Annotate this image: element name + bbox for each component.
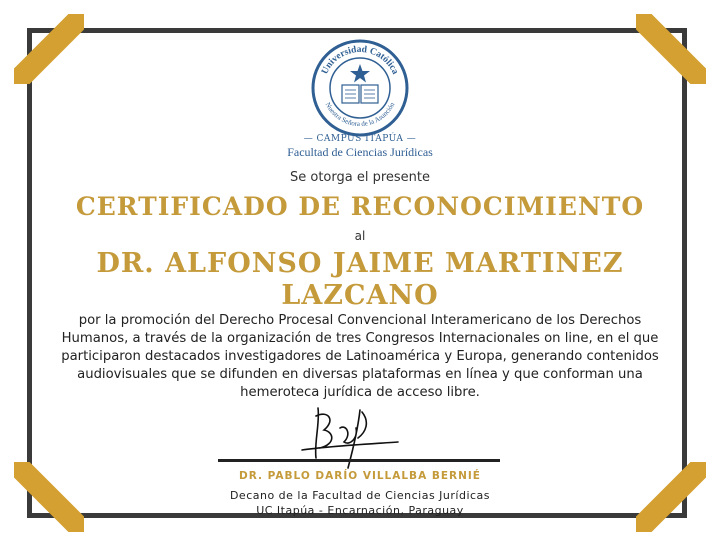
signer-role: Decano de la Facultad de Ciencias Jurídicas xyxy=(229,489,491,502)
signer-location: UC Itapúa - Encarnación, Paraguay xyxy=(256,504,464,517)
corner-ribbon-top-right xyxy=(636,14,706,84)
recipient-name: DR. ALFONSO JAIME MARTINEZ LAZCANO xyxy=(96,248,624,311)
certificate-title: CERTIFICADO DE RECONOCIMIENTO xyxy=(75,192,645,221)
corner-ribbon-top-left xyxy=(14,14,84,84)
svg-text:Universidad Católica: Universidad Católica xyxy=(320,44,400,77)
faculty-label: Facultad de Ciencias Jurídicas xyxy=(287,145,433,159)
recognition-text: por la promoción del Derecho Procesal Convencional Interamericano de los Derechos Humanos, a través de la organización de tres Congresos Internacionales on line, en el que participaron destacados investigadores de Latinoamérica y Europa, generando contenidos audiovisuales que se difunden en diversas plataformas en línea y que conforman una hemeroteca jurídica de acceso libre. xyxy=(61,313,659,400)
connector-text: al xyxy=(354,229,366,243)
university-seal-logo xyxy=(310,38,410,138)
handwritten-signature xyxy=(300,398,400,478)
campus-label: — CAMPUS ITAPÚA — xyxy=(303,134,417,144)
svg-text:Nuestra Señora de la Asunción: Nuestra Señora de la Asunción xyxy=(323,101,397,129)
intro-text: Se otorga el presente xyxy=(289,170,430,185)
signature-line xyxy=(218,459,500,462)
signer-name: DR. PABLO DARÍO VILLALBA BERNIÉ xyxy=(239,470,481,482)
